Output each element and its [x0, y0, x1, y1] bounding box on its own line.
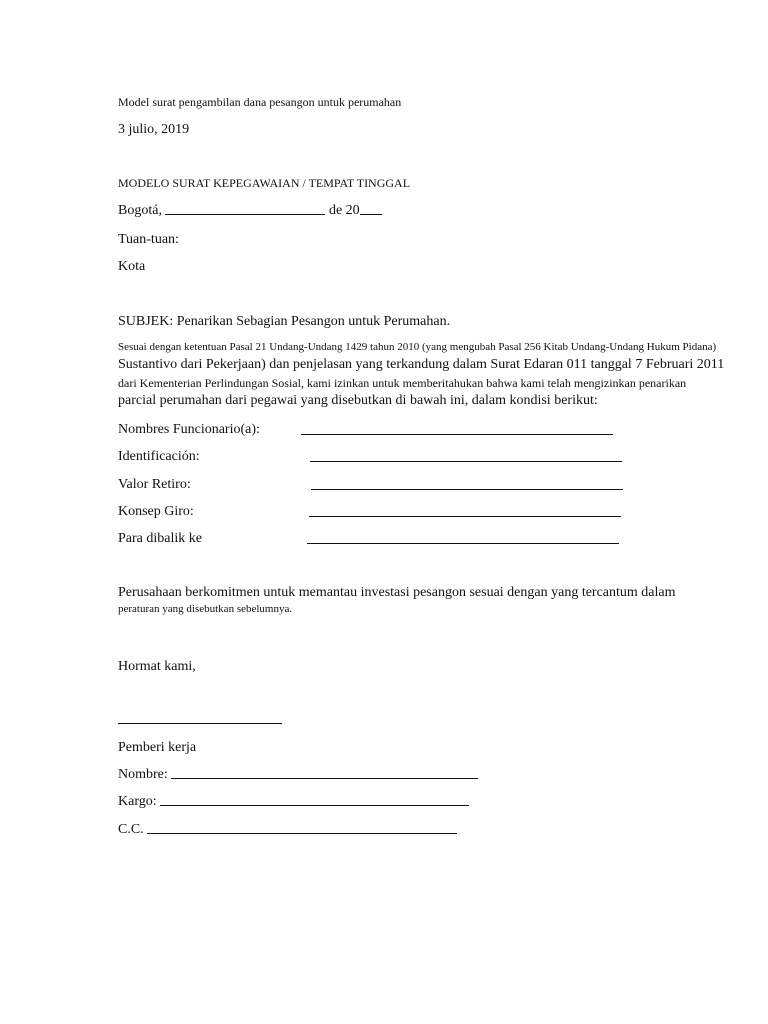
- field-blank-konsep-giro[interactable]: [309, 516, 621, 517]
- sign-cc-row: [118, 823, 457, 837]
- sign-cc-blank[interactable]: [147, 832, 457, 834]
- signature-line[interactable]: [118, 723, 282, 724]
- year-blank: [360, 213, 382, 215]
- subject-line: SUBJEK: Penarikan Sebagian Pesangon untuk Perumahan.: [118, 314, 451, 329]
- field-blank-valor-retiro[interactable]: [311, 489, 623, 490]
- salutation: Tuan-tuan:: [118, 232, 179, 247]
- body-line-2: Sustantivo dari Pekerjaan) dan penjelasan yang terkandung dalam Surat Edaran 011 tanggal 7 Februari 2011: [118, 357, 725, 372]
- sign-name-label: Nombre:: [118, 767, 172, 782]
- field-label-identificacion: Identificación:: [118, 449, 200, 464]
- city: Kota: [118, 259, 146, 274]
- body-line-4: parcial perumahan dari pegawai yang disebutkan di bawah ini, dalam kondisi berikut:: [118, 393, 598, 408]
- letter-heading: MODELO SURAT KEPEGAWAIAN / TEMPAT TINGGAL: [118, 176, 411, 190]
- field-label-nombres: Nombres Funcionario(a):: [118, 422, 260, 437]
- sign-position-blank[interactable]: [160, 804, 469, 806]
- sign-name-blank[interactable]: [171, 777, 478, 779]
- place-prefix: Bogotá,: [118, 203, 166, 218]
- closing: Hormat kami,: [118, 659, 196, 674]
- field-label-valor-retiro: Valor Retiro:: [118, 477, 191, 492]
- sign-position-row: [118, 795, 469, 809]
- sign-cc-label: C.C.: [118, 822, 148, 837]
- field-label-konsep-giro: Konsep Giro:: [118, 504, 194, 519]
- day-month-blank: [165, 213, 325, 215]
- place-suffix: de 20: [325, 203, 360, 218]
- sign-position-label: Kargo:: [118, 794, 161, 809]
- field-blank-para-dibalik[interactable]: [307, 543, 619, 544]
- field-blank-identificacion[interactable]: [310, 461, 622, 462]
- signer-role: Pemberi kerja: [118, 740, 197, 755]
- field-blank-nombres[interactable]: [301, 434, 613, 435]
- body-line-1: Sesuai dengan ketentuan Pasal 21 Undang-Undang 1429 tahun 2010 (yang mengubah Pasal 256 Kitab Undang-Undang Hukum Pidana): [118, 341, 717, 353]
- document-title: Model surat pengambilan dana pesangon untuk perumahan: [118, 95, 402, 109]
- field-label-para-dibalik: Para dibalik ke: [118, 531, 202, 546]
- place-date-line: [118, 204, 382, 218]
- commitment-line-2: peraturan yang disebutkan sebelumnya.: [118, 603, 293, 615]
- document-date: 3 julio, 2019: [118, 122, 190, 137]
- commitment-line-1: Perusahaan berkomitmen untuk memantau investasi pesangon sesuai dengan yang tercantum dalam: [118, 585, 676, 600]
- body-line-3: dari Kementerian Perlindungan Sosial, kami izinkan untuk memberitahukan bahwa kami telah mengizinkan penarikan: [118, 376, 687, 390]
- sign-name-row: [118, 768, 478, 782]
